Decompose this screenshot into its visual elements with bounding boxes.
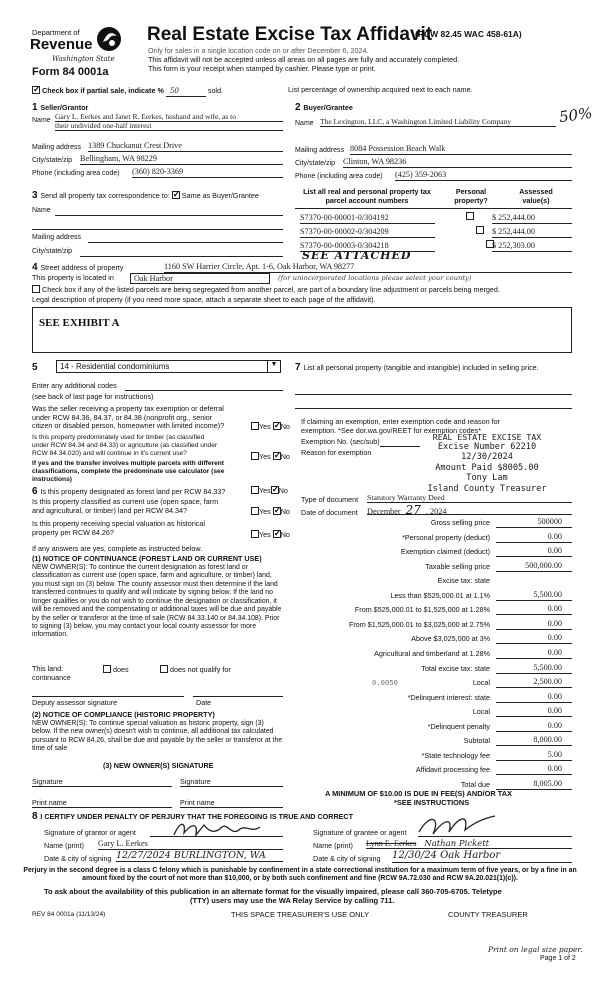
tax-row-value[interactable]: 5,500.00: [496, 590, 572, 601]
corr-name-line-1[interactable]: [55, 215, 283, 216]
partial-sale-label: Check box if partial sale, indicate %: [42, 86, 164, 95]
doc-type-label: Type of document: [301, 495, 359, 504]
grantee-sig-label: Signature of grantee or agent: [313, 828, 407, 837]
q-exemption: Was the seller receiving a property tax exemption or deferral under RCW 84.36, 84.37, or 84.38 (nonprofit org., senior citizen or disabled person, homeowner with limited income)?: [32, 404, 225, 431]
owner-print-label-2: Print name: [180, 798, 215, 807]
street-row: 4 Street address of property: [32, 262, 124, 273]
tax-row-value[interactable]: 0.00: [496, 546, 572, 557]
tax-row-value[interactable]: 8,000.00: [496, 735, 572, 746]
partial-suffix: sold.: [207, 86, 224, 95]
county-select[interactable]: Oak Harbor: [130, 273, 270, 284]
parcel-header-1: List all real and personal property tax parcel account numbers: [303, 187, 431, 205]
county-treasurer-label: COUNTY TREASURER: [448, 910, 528, 919]
doc-type[interactable]: Statutory Warranty Deed: [367, 493, 572, 503]
seller-heading: 1 Seller/Grantor: [32, 102, 89, 113]
local-rate-value: 0.0050: [372, 678, 398, 688]
corr-row: 3 Send all property tax correspondence to: ✓ Same as Buyer/Grantee: [32, 190, 259, 202]
partial-pct[interactable]: 50: [166, 87, 206, 97]
seller-name-label: Name: [32, 117, 51, 124]
notice-compliance-title: (2) NOTICE OF COMPLIANCE (HISTORIC PROPERTY): [32, 710, 215, 719]
page-number: Page 1 of 2: [540, 955, 576, 962]
deputy-date-line[interactable]: [193, 696, 283, 697]
subtitle-1: Only for sales in a single location code on or after December 6, 2024.: [148, 46, 369, 55]
stamp-line-1: REAL ESTATE EXCISE TAX: [432, 432, 542, 442]
does-not-checkbox[interactable]: [160, 665, 168, 673]
tax-row-label: Less than $525,000.01 at 1.1%: [390, 590, 490, 600]
parcel-num-2[interactable]: S7370-00-00002-0/304209: [300, 227, 435, 238]
section-5-number: 5: [32, 362, 38, 373]
stamp-line-5: Tony Lam: [466, 473, 508, 484]
q-timber-answer: Yes ✓ No: [251, 452, 290, 462]
q-current-use-answer: Yes ✓ No: [251, 507, 290, 517]
q-current-use-no-checkbox[interactable]: [273, 507, 281, 515]
seller-phone[interactable]: (360) 820-3369: [132, 167, 283, 178]
treasurer-use-label: THIS SPACE TREASURER'S USE ONLY: [231, 910, 370, 919]
grantee-date-city[interactable]: 12/30/24 Oak Harbor: [392, 850, 572, 863]
grantee-name-label: Name (print): [313, 841, 353, 850]
property-street[interactable]: 1160 SW Harrier Circle, Apt. 1-6, Oak Harbor, WA 98277: [164, 262, 572, 273]
q-forest-yes-checkbox[interactable]: [251, 486, 259, 494]
form-title: Real Estate Excise Tax Affidavit: [147, 24, 433, 45]
seller-city[interactable]: Bellingham, WA 98229: [80, 154, 283, 165]
tax-row-label: Taxable selling price: [425, 561, 490, 571]
exemption-reason-label: Reason for exemption: [301, 448, 372, 457]
corr-city-label: City/state/zip: [32, 248, 73, 255]
grantee-date-label: Date & city of signing: [313, 854, 381, 863]
tax-row-value[interactable]: 500000: [496, 517, 572, 528]
revenue-logo-icon: [96, 26, 122, 52]
deputy-date-label: Date: [196, 698, 212, 707]
does-not-option: does not qualify for: [160, 665, 231, 675]
q-timber: Is this property predominately used for timber (as classified under RCW 84.34 and 84.33) or agriculture (as classified under RCW 84.34.020) and will continue in it's current use?: [32, 434, 218, 457]
partial-sale-checkbox[interactable]: [32, 86, 40, 94]
q-forest: 6 Is this property designated as forest land per RCW 84.33?: [32, 486, 226, 497]
parcel-val-3[interactable]: $ 252,303.00: [492, 241, 572, 252]
q-timber-no-checkbox[interactable]: [273, 452, 281, 460]
tax-row-label: Affidavit processing fee: [415, 765, 490, 775]
same-as-buyer-checkbox[interactable]: [172, 191, 180, 199]
addl-codes-label: Enter any additional codes: [32, 381, 117, 390]
form-number: Form 84 0001a: [32, 66, 109, 78]
tax-row-value[interactable]: 0.00: [496, 706, 572, 717]
subtitle-2: This affidavit will not be accepted unless all areas on all pages are fully and accurately completed.: [148, 55, 460, 64]
personal-property-line-1[interactable]: [295, 394, 572, 395]
ownership-note: List percentage of ownership acquired next to each name.: [288, 85, 473, 94]
tax-row-value[interactable]: 0.00: [496, 619, 572, 630]
treasurer-stamp: [398, 432, 576, 494]
perjury-notice: Perjury in the second degree is a class C felony which is punishable by confinement in a state correctional institution for a maximum term of five years, or by a fine in an amount fixed by the court of not more than $10,000, or by both such confinement and fine (RCW 9A.72.030 and RCW 9A.20.021(1)(c)).: [23, 867, 577, 883]
tax-row-label: From $1,525,000.01 to $3,025,000 at 2.75%: [348, 619, 490, 629]
chevron-down-icon[interactable]: ▼: [267, 361, 280, 372]
tax-row-label: Total due: [460, 779, 490, 789]
grantor-name-label: Name (print): [44, 841, 84, 850]
tax-row-value[interactable]: 8,005.00: [496, 779, 572, 790]
tax-row-label: Gross selling price: [430, 518, 490, 527]
corr-name-line-2[interactable]: [32, 229, 283, 230]
owner-print-label-1: Print name: [32, 798, 67, 807]
seller-city-label: City/state/zip: [32, 157, 73, 164]
buyer-addr-label: Mailing address: [295, 147, 345, 154]
q-current-use-yes-checkbox[interactable]: [251, 507, 259, 515]
grantee-name-handwritten: Nathan Pickett: [424, 839, 490, 849]
grantee-signature-mark: [415, 812, 500, 840]
any-yes-note: If any answers are yes, complete as instructed below.: [32, 544, 203, 553]
tax-row-label: Subtotal: [463, 736, 490, 746]
minimum-due-note: A MINIMUM OF $10.00 IS DUE IN FEE(S) AND/OR TAX: [325, 789, 512, 798]
new-owner-sig-title: (3) NEW OWNER(S) SIGNATURE: [103, 761, 214, 770]
land-use-select[interactable]: [56, 360, 281, 373]
exhibit-text: SEE EXHIBIT A: [39, 317, 120, 329]
parcel-header-2: Personal property?: [454, 187, 488, 205]
q-historic-yes-checkbox[interactable]: [251, 530, 259, 538]
buyer-pct-handwritten: 50%: [557, 103, 594, 127]
tax-row-value[interactable]: 500,000.00: [496, 561, 572, 572]
notice-continuance-title: (1) NOTICE OF CONTINUANCE (FOREST LAND OR CURRENT USE): [32, 554, 262, 563]
buyer-heading: 2 Buyer/Grantee: [295, 102, 353, 113]
tax-row-label: *State technology fee: [421, 750, 490, 760]
doc-date[interactable]: December 27 , 2024: [367, 503, 572, 515]
q-forest-answer: Yes✓ No: [251, 486, 288, 496]
buyer-city[interactable]: Clinton, WA 98236: [343, 157, 572, 168]
buyer-city-label: City/state/zip: [295, 160, 336, 167]
tax-row-value[interactable]: 0.00: [496, 532, 572, 543]
stamp-line-2: Excise Number 62210: [437, 442, 537, 452]
state-label: Washington State: [52, 55, 115, 63]
buyer-name-label: Name: [295, 120, 314, 127]
segregate-checkbox[interactable]: [32, 285, 40, 293]
grantor-sig-label: Signature of grantor or agent: [44, 828, 136, 837]
q-current-use: Is this property classified as current use (open space, farm and agricultural, or timber) land per RCW 84.34?: [32, 497, 219, 515]
parcel-num-3[interactable]: S7370-00-00003-0/304218: [300, 241, 435, 252]
owner-sig-label-1: Signature: [32, 777, 63, 786]
revenue-logo-text: Revenue: [30, 36, 93, 53]
q-exemption-no-checkbox[interactable]: [273, 422, 281, 430]
tax-row-value[interactable]: 0.00: [496, 692, 572, 703]
exemption-prompt: If claiming an exemption, enter exemption code and reason for exemption. *See dor.wa.gov/REET for exemption codes*: [301, 417, 500, 435]
parcel-num-1[interactable]: S7370-00-00001-0/304192: [300, 213, 435, 224]
see-instructions-note: *SEE INSTRUCTIONS: [394, 798, 470, 807]
this-land-label: This land:: [32, 664, 64, 673]
seller-name-2[interactable]: their undivided one-half interest: [55, 121, 283, 131]
corr-city-line[interactable]: [80, 256, 283, 257]
buyer-phone-label: Phone (including area code): [295, 173, 383, 180]
addl-codes-line[interactable]: [125, 390, 283, 391]
subtitle-3: This form is your receipt when stamped by cashier. Please type or print.: [148, 64, 376, 73]
land-use-value: 14 - Residential condominiums: [60, 362, 170, 371]
tax-row-label: Local: [472, 707, 490, 717]
q-exemption-yes-checkbox[interactable]: [251, 422, 259, 430]
tax-row-value[interactable]: 5,500.00: [496, 663, 572, 674]
parcel-val-1[interactable]: $ 252,444.00: [492, 213, 572, 224]
does-checkbox[interactable]: [103, 665, 111, 673]
grantor-date-label: Date & city of signing: [44, 854, 112, 863]
tax-row-label: Agricultural and timberland at 1.28%: [374, 648, 490, 658]
street-label: Street address of property: [40, 263, 124, 272]
notice-compliance-text: NEW OWNER(S): To continue special valuation as historic property, sign (3) below. If the new owner(s) doesn't wish to continue, all additional tax calculated pursuant to RCW 84.26, shall be due and payable by the seller or transferor at the time of sale: [32, 720, 283, 753]
seller-name-1[interactable]: Gary L. Eerkes and Janet R. Eerkes, husband and wife, as to: [55, 112, 283, 122]
q-timber-yes-checkbox[interactable]: [251, 452, 259, 460]
personal-property-prompt: 7 List all personal property (tangible and intangible) included in selling price.: [295, 362, 539, 373]
q-historic: Is this property receiving special valuation as historical property per RCW 84.26?: [32, 519, 205, 537]
segregate-row: [32, 285, 500, 295]
tax-row-value[interactable]: 5.00: [496, 750, 572, 761]
doc-date-day-handwritten: 27: [405, 503, 421, 517]
addl-codes-note: (see back of last page for instructions): [32, 392, 154, 401]
certify-heading: 8 I CERTIFY UNDER PENALTY OF PERJURY THAT THE FOREGOING IS TRUE AND CORRECT: [32, 811, 354, 822]
legal-label: Legal description of property (if you need more space, attach a separate sheet to each page of the affidavit).: [32, 295, 376, 304]
q-forest-no-checkbox[interactable]: [271, 486, 279, 494]
tax-row-label: *Delinquent penalty: [427, 721, 490, 731]
does-option: does: [103, 665, 129, 675]
exemption-no-label: Exemption No. (sec/sub): [301, 437, 380, 446]
buyer-name[interactable]: The Lexington, LLC, a Washington Limited Liability Company: [320, 117, 556, 127]
legal-paper-note: Print on legal size paper.: [488, 945, 583, 954]
tax-row-value[interactable]: 0.00: [496, 633, 572, 644]
dept-label: Department of: [32, 28, 80, 37]
deputy-sig-label: Deputy assessor signature: [32, 698, 118, 707]
grantor-date-city[interactable]: 12/27/2024 BURLINGTON, WA: [116, 850, 283, 862]
tax-row-label: Excise tax: state: [437, 576, 490, 586]
buyer-addr[interactable]: 8084 Possession Beach Walk: [350, 144, 572, 155]
seller-addr[interactable]: 1389 Chuckanut Crest Drive: [88, 141, 283, 152]
corr-addr-label: Mailing address: [32, 234, 82, 241]
tax-row-label: *Delinquent interest: state: [407, 692, 490, 702]
q-historic-no-checkbox[interactable]: [273, 530, 281, 538]
seller-phone-label: Phone (including area code): [32, 170, 120, 177]
form-citation: (RCW 82.45 WAC 458-61A): [415, 29, 522, 39]
tax-row-label: Total excise tax: state: [421, 663, 490, 673]
tax-row-label: *Personal property (deduct): [402, 532, 490, 542]
stamp-line-3: 12/30/2024: [461, 452, 513, 463]
notice-continuance-text: NEW OWNER(S): To continue the current designation as forest land or classification as current use (open space, farm and agriculture, or timber) land, you must sign on (3) below. The county assessor must then determine if the land transferred continues to qualify and will indicate by signing below. If the land no longer qualifies or you do not wish to continue the designation or classification, it will be removed and the compensating or additional taxes will be due and payable by the seller or transferor at the time of sale (RCW 84.33.140 or 84.34.108). Prior to signing (3) below, you may contact your local county assessor for more information.: [32, 564, 282, 639]
q-historic-answer: Yes ✓ No: [251, 530, 290, 540]
grantee-name-printed: Lynn E. Eerkes: [366, 839, 417, 848]
stamp-line-6: Island County Treasurer: [427, 483, 547, 494]
grantor-name[interactable]: Gary L. Eerkes: [98, 839, 283, 850]
q-exemption-answer: Yes ✓ No: [251, 422, 290, 432]
grantor-signature-mark: [170, 819, 265, 841]
see-attached-handwritten: SEE ATTACHED: [302, 249, 412, 262]
partial-sale-row: [32, 86, 223, 97]
buyer-phone[interactable]: (425) 359-2063: [395, 170, 572, 181]
parcel-header-rule: [295, 208, 572, 209]
accessibility-note-2: (TTY) users may use the WA Relay Service by calling 711.: [190, 896, 395, 905]
same-as-buyer-label: Same as Buyer/Grantee: [181, 191, 259, 200]
rev-number: REV 84 0001a (11/13/24): [32, 911, 106, 918]
parcel-personal-1-checkbox[interactable]: [466, 212, 474, 220]
stamp-line-4: Amount Paid $8005.00: [435, 462, 539, 473]
tax-row-value[interactable]: 0.00: [496, 604, 572, 615]
tax-row-label: From $525,000.01 to $1,525,000 at 1.28%: [354, 605, 490, 615]
legal-description-box[interactable]: [32, 307, 572, 353]
parcel-header-3: Assessed value(s): [519, 187, 553, 205]
personal-property-line-2[interactable]: [295, 408, 572, 409]
tax-row-value[interactable]: 0.00: [496, 764, 572, 775]
county-hint: (for unincorporated locations please select your county): [278, 274, 472, 282]
corr-label: Send all property tax correspondence to:: [40, 191, 170, 200]
q-timber-note: If yes and the transfer involves multiple parcels with different classifications, complete the predominate use calculator (see instructions): [32, 460, 225, 483]
parcel-personal-2-checkbox[interactable]: [476, 226, 484, 234]
owner-sig-label-2: Signature: [180, 777, 211, 786]
doc-date-label: Date of document: [301, 508, 358, 517]
accessibility-note-1: To ask about the availability of this publication in an alternate format for the visually impaired, please call 360-705-6705. Teletype: [44, 887, 502, 896]
segregate-label: Check box if any of the listed parcels are being segregated from another parcel, are part of a boundary line adjustment or parcels being merged.: [42, 285, 500, 294]
located-label: This property is located in: [32, 273, 114, 282]
tax-row-value[interactable]: 0.00: [496, 648, 572, 659]
tax-row-label: Above $3,025,000 at 3%: [411, 634, 490, 644]
parcel-val-2[interactable]: $ 252,444.00: [492, 227, 572, 238]
tax-row-value[interactable]: 2,500.00: [496, 677, 572, 688]
tax-row-label: Local: [472, 678, 490, 688]
corr-addr-line[interactable]: [88, 242, 283, 243]
seller-addr-label: Mailing address: [32, 144, 82, 151]
tax-row-value[interactable]: 0.00: [496, 721, 572, 732]
corr-name-label: Name: [32, 207, 51, 214]
grantee-name[interactable]: [366, 839, 572, 849]
deputy-sig-line[interactable]: [32, 696, 184, 697]
tax-row-label: Exemption claimed (deduct): [400, 547, 490, 557]
continuance-label: continuance: [32, 673, 71, 682]
